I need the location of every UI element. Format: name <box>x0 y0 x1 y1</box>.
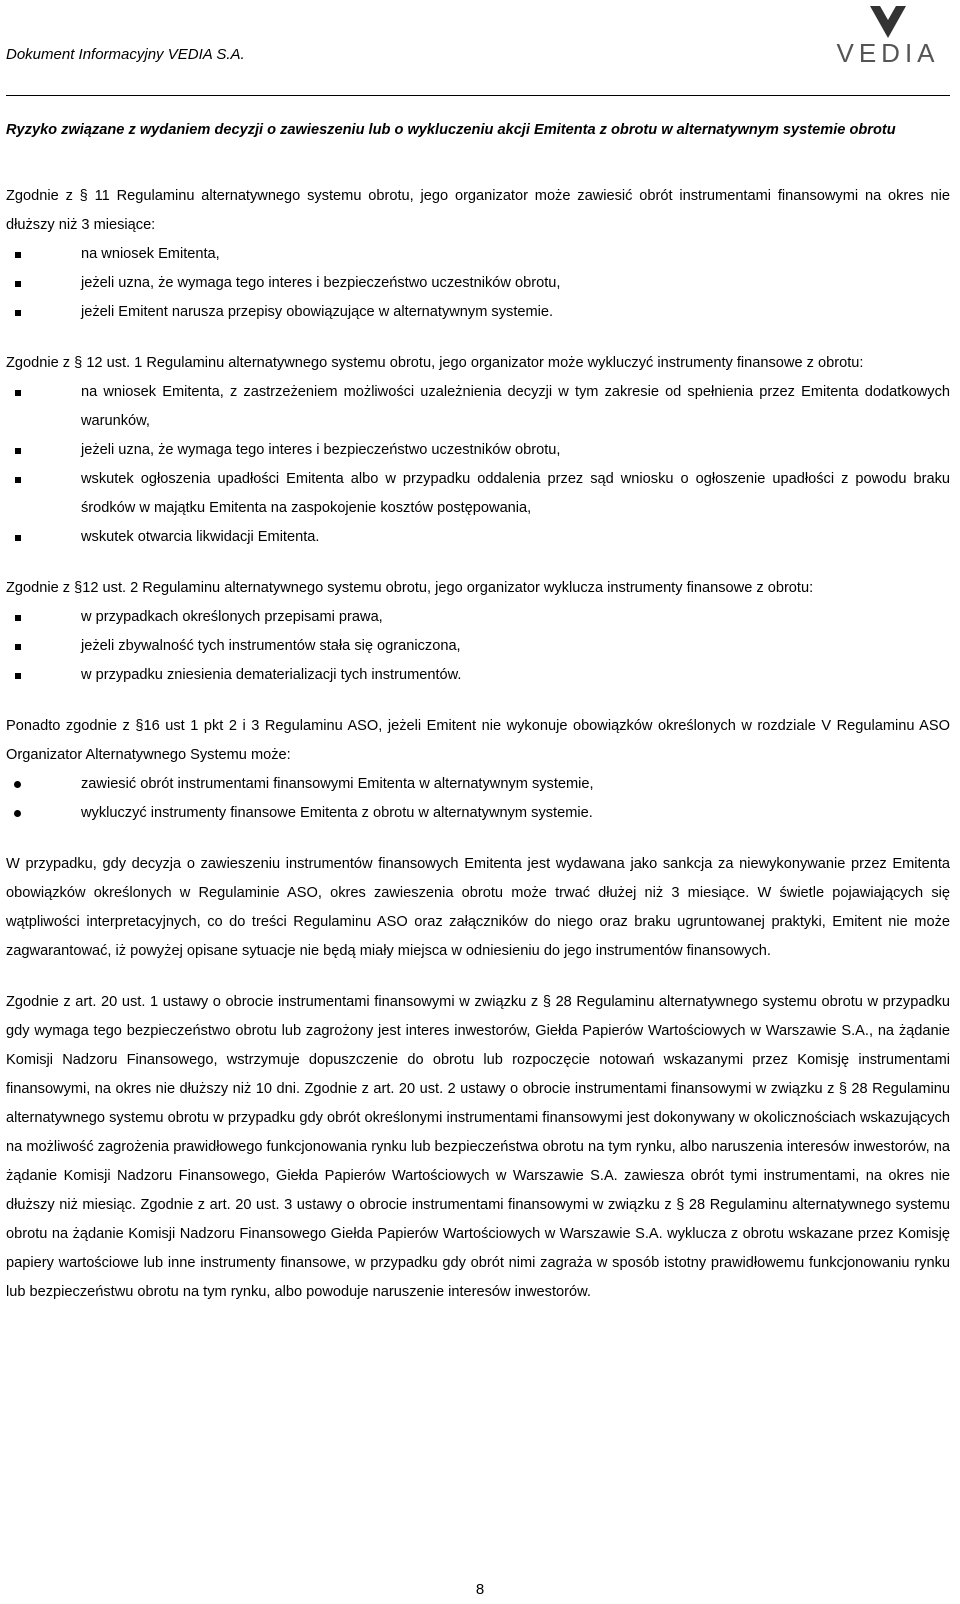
list-item: jeżeli Emitent narusza przepisy obowiązujące w alternatywnym systemie. <box>6 298 950 327</box>
document-body <box>6 116 950 1307</box>
paragraph-exclusion-intro: Zgodnie z § 12 ust. 1 Regulaminu alternatywnego systemu obrotu, jego organizator może wykluczyć instrumenty finansowe z obrotu: <box>6 355 864 371</box>
header-divider <box>6 95 950 96</box>
paragraph-knf-powers: Zgodnie z art. 20 ust. 1 ustawy o obrocie instrumentami finansowymi w związku z § 28 Regulaminu alternatywnego systemu obrotu w przypadku gdy wymaga tego bezpieczeństwo obrotu lub zagrożony jest interes inwestorów, Giełda Papierów Wartościowych w Warszawie S.A., na żądanie Komisji Nadzoru Finansowego, wstrzymuje dopuszczenie do obrotu lub rozpoczęcie notowań wskazanymi przez Komisję instrumentami finansowymi, na okres nie dłuższy niż 10 dni. Zgodnie z art. 20 ust. 2 ustawy o obrocie instrumentami finansowymi w związku z § 28 Regulaminu alternatywnego systemu obrotu w przypadku gdy obrót określonymi instrumentami finansowymi jest dokonywany w okolicznościach wskazujących na możliwość zagrożenia prawidłowego funkcjonowania rynku lub bezpieczeństwa obrotu na tym rynku, albo naruszenia interesów inwestorów, na żądanie Komisji Nadzoru Finansowego, Giełda Papierów Wartościowych w Warszawie S.A. zawiesza obrót tymi instrumentami, na okres nie dłuższy niż miesiąc. Zgodnie z art. 20 ust. 3 ustawy o obrocie instrumentami finansowymi w związku z § 28 Regulaminu alternatywnego systemu obrotu na żądanie Komisji Nadzoru Finansowego Giełda Papierów Wartościowych w Warszawie S.A. wyklucza z obrotu wskazane przez Komisję papiery wartościowe lub inne instrumenty finansowe, w przypadku gdy obrót nimi zagraża w sposób istotny prawidłowemu funkcjonowaniu rynku lub bezpieczeństwu obrotu na tym rynku, albo powoduje naruszenie interesów inwestorów. <box>6 994 950 1300</box>
list-item: jeżeli zbywalność tych instrumentów stała się ograniczona, <box>6 632 950 661</box>
vedia-logo <box>828 4 948 66</box>
list-item: zawiesić obrót instrumentami finansowymi Emitenta w alternatywnym systemie, <box>6 770 950 799</box>
paragraph-sanction-duration: W przypadku, gdy decyzja o zawieszeniu instrumentów finansowych Emitenta jest wydawana jako sankcja za niewykonywanie przez Emitenta obowiązków określonych w Regulaminie ASO, okres zawieszenia obrotu może trwać dłużej niż 3 miesiące. W świetle pojawiających się wątpliwości interpretacyjnych, co do treści Regulaminu ASO oraz załączników do niego oraz braku ugruntowanej praktyki, Emitent nie może zagwarantować, iż powyżej opisane sytuacje nie będą miały miejsca w odniesieniu do jego instrumentów finansowych. <box>6 856 950 959</box>
paragraph-aso-sanctions-intro: Ponadto zgodnie z §16 ust 1 pkt 2 i 3 Regulaminu ASO, jeżeli Emitent nie wykonuje obowiązków określonych w rozdziale V Regulaminu ASO Organizator Alternatywnego Systemu może: <box>6 718 950 763</box>
logo-wordmark: VEDIA <box>836 38 940 68</box>
exclusion-list <box>6 378 950 552</box>
aso-sanctions-list <box>6 770 950 828</box>
list-item: w przypadku zniesienia dematerializacji tych instrumentów. <box>6 661 950 690</box>
list-item: wskutek ogłoszenia upadłości Emitenta albo w przypadku oddalenia przez sąd wniosku o ogłoszenie upadłości z powodu braku środków w majątku Emitenta na zaspokojenie kosztów postępowania, <box>6 465 950 523</box>
section-heading: Ryzyko związane z wydaniem decyzji o zawieszeniu lub o wykluczeniu akcji Emitenta z obrotu w alternatywnym systemie obrotu <box>6 122 896 138</box>
paragraph-suspension-intro: Zgodnie z § 11 Regulaminu alternatywnego systemu obrotu, jego organizator może zawiesić obrót instrumentami finansowymi na okres nie dłuższy niż 3 miesiące: <box>6 188 950 233</box>
list-item: w przypadkach określonych przepisami prawa, <box>6 603 950 632</box>
logo-mark-icon <box>828 4 948 40</box>
list-item: jeżeli uzna, że wymaga tego interes i bezpieczeństwo uczestników obrotu, <box>6 436 950 465</box>
list-item: wskutek otwarcia likwidacji Emitenta. <box>6 523 950 552</box>
document-title: Dokument Informacyjny VEDIA S.A. <box>6 46 245 63</box>
mandatory-exclusion-list <box>6 603 950 690</box>
list-item: na wniosek Emitenta, <box>6 240 950 269</box>
list-item: na wniosek Emitenta, z zastrzeżeniem możliwości uzależnienia decyzji w tym zakresie od spełnienia przez Emitenta dodatkowych warunków, <box>6 378 950 436</box>
list-item: jeżeli uzna, że wymaga tego interes i bezpieczeństwo uczestników obrotu, <box>6 269 950 298</box>
list-item: wykluczyć instrumenty finansowe Emitenta z obrotu w alternatywnym systemie. <box>6 799 950 828</box>
page-number: 8 <box>475 1581 485 1598</box>
suspension-list <box>6 240 950 327</box>
paragraph-mandatory-exclusion-intro: Zgodnie z §12 ust. 2 Regulaminu alternatywnego systemu obrotu, jego organizator wyklucza instrumenty finansowe z obrotu: <box>6 580 814 596</box>
